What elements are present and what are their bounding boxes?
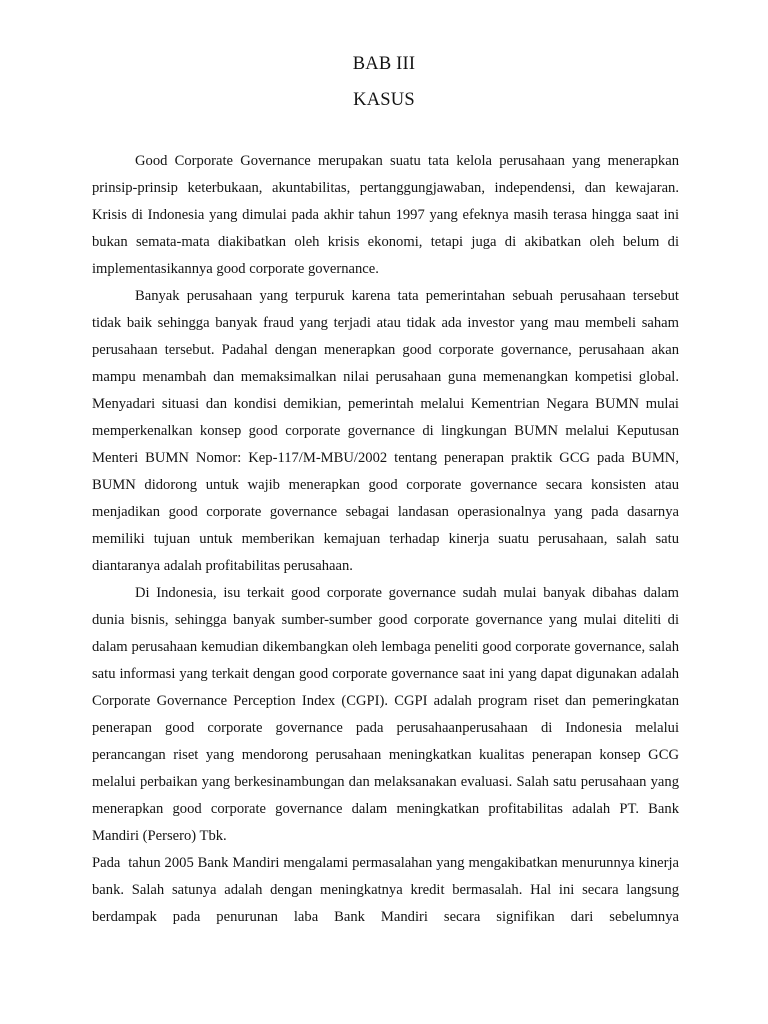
chapter-heading: BAB III <box>352 54 416 74</box>
paragraph-4: Pada tahun 2005 Bank Mandiri mengalami permasalahan yang mengakibatkan menurunnya kinerja bank. Salah satunya adalah dengan meningkatnya kredit bermasalah. Hal ini secara langsung berdampak pada penurunan laba Bank Mandiri secara signifikan dari sebelumnya <box>92 855 683 925</box>
paragraph-2: Banyak perusahaan yang terpuruk karena tata pemerintahan sebuah perusahaan tersebut tidak baik sehingga banyak fraud yang terjadi atau tidak ada investor yang mau membeli saham perusahaan tersebut. Padahal dengan menerapkan good corporate governance, perusahaan akan mampu menambah dan memaksimalkan nilai perusahaan guna memenangkan kompetisi global. Menyadari situasi dan kondisi demikian, pemerintah melalui Kementrian Negara BUMN mulai memperkenalkan konsep good corporate governance di lingkungan BUMN melalui Keputusan Menteri BUMN Nomor: Kep-117/M-MBU/2002 tentang penerapan praktik GCG pada BUMN, BUMN didorong untuk wajib menerapkan good corporate governance secara konsisten atau menjadikan good corporate governance sebagai landasan operasionalnya yang pada dasarnya memiliki tujuan untuk memberikan kemajuan terhadap kinerja suatu perusahaan, salah satu diantaranya adalah profitabilitas perusahaan. <box>92 288 679 574</box>
document-body <box>92 148 683 931</box>
chapter-title: KASUS <box>353 90 415 110</box>
paragraph-3: Di Indonesia, isu terkait good corporate governance sudah mulai banyak dibahas dalam dunia bisnis, sehingga banyak sumber-sumber good corporate governance yang mulai diteliti di dalam perusahaan kemudian dikembangkan oleh lembaga peneliti good corporate governance, salah satu informasi yang terkait dengan good corporate governance saat ini yang dapat digunakan adalah Corporate Governance Perception Index (CGPI). CGPI adalah program riset dan pemeringkatan penerapan good corporate governance pada perusahaanperusahaan di Indonesia melalui perancangan riset yang mendorong perusahaan meningkatkan kualitas penerapan konsep GCG melalui perbaikan yang berkesinambungan dan melaksanakan evaluasi. Salah satu perusahaan yang menerapkan good corporate governance dalam meningkatkan profitabilitas adalah PT. Bank Mandiri (Persero) Tbk. <box>92 585 679 844</box>
paragraph-1: Good Corporate Governance merupakan suatu tata kelola perusahaan yang menerapkan prinsip-prinsip keterbukaan, akuntabilitas, pertanggungjawaban, independensi, dan kewajaran. Krisis di Indonesia yang dimulai pada akhir tahun 1997 yang efeknya masih terasa hingga saat ini bukan semata-mata diakibatkan oleh krisis ekonomi, tetapi juga di akibatkan oleh belum di implementasikannya good corporate governance. <box>92 153 679 277</box>
